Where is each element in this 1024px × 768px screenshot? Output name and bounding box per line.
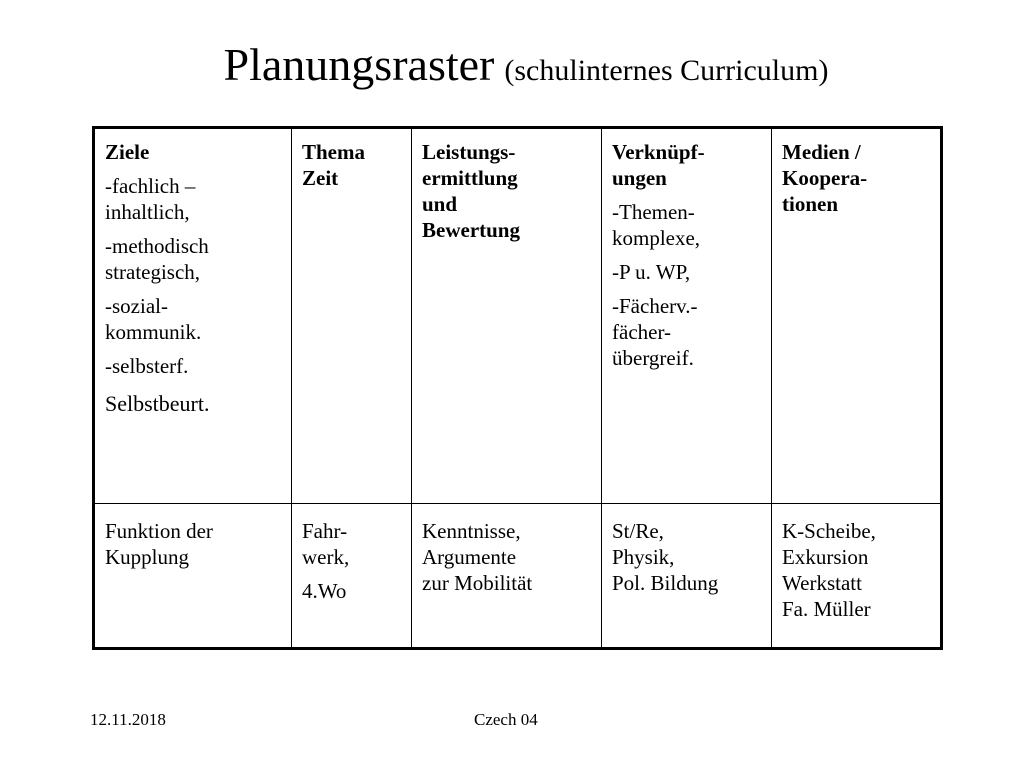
cell-ziele-value	[94, 504, 292, 649]
verknuepfungen-item: -Fächerv.- fächer- übergreif.	[612, 294, 698, 370]
header-ziele-title: Ziele	[105, 140, 150, 164]
header-thema-title: Thema Zeit	[302, 140, 365, 190]
ziele-item: -fachlich – inhaltlich,	[105, 174, 196, 224]
cell-verknuepfungen-value	[602, 504, 772, 649]
slide-subtitle: (schulinternes Curriculum)	[504, 54, 829, 87]
header-medien-title: Medien / Koopera- tionen	[782, 140, 868, 216]
header-cell-leistung	[412, 128, 602, 504]
ziele-item: -sozial- kommunik.	[105, 294, 202, 344]
ziele-item: -methodisch strategisch,	[105, 234, 209, 284]
header-cell-thema	[292, 128, 412, 504]
ziele-item: Selbstbeurt.	[105, 391, 210, 416]
cell-text: Kenntnisse, Argumente zur Mobilität	[422, 519, 533, 595]
header-cell-medien	[772, 128, 942, 504]
cell-text: St/Re, Physik, Pol. Bildung	[612, 519, 719, 595]
cell-text: Fahr- werk,	[302, 519, 350, 569]
cell-medien-value	[772, 504, 942, 649]
header-row	[94, 128, 942, 504]
cell-text: 4.Wo	[302, 579, 347, 603]
verknuepfungen-item: -P u. WP,	[612, 260, 691, 284]
verknuepfungen-item: -Themen- komplexe,	[612, 200, 701, 250]
footer-date: 12.11.2018	[90, 710, 166, 729]
cell-thema-value	[292, 504, 412, 649]
ziele-item: -selbsterf.	[105, 354, 189, 378]
slide-title	[0, 39, 1024, 90]
slide-title-main: Planungsraster	[223, 39, 495, 90]
header-cell-verknuepfungen	[602, 128, 772, 504]
cell-text: Funktion der Kupplung	[105, 519, 213, 569]
header-leistung-title: Leistungs- ermittlung und Bewertung	[422, 140, 520, 242]
cell-text: K-Scheibe, Exkursion Werkstatt Fa. Müller	[782, 519, 876, 621]
header-cell-ziele	[94, 128, 292, 504]
planning-grid-table	[92, 126, 943, 650]
footer-author: Czech 04	[474, 710, 538, 729]
cell-leistung-value	[412, 504, 602, 649]
table-row	[94, 504, 942, 649]
header-verknuepfungen-title: Verknüpf- ungen	[612, 140, 705, 190]
